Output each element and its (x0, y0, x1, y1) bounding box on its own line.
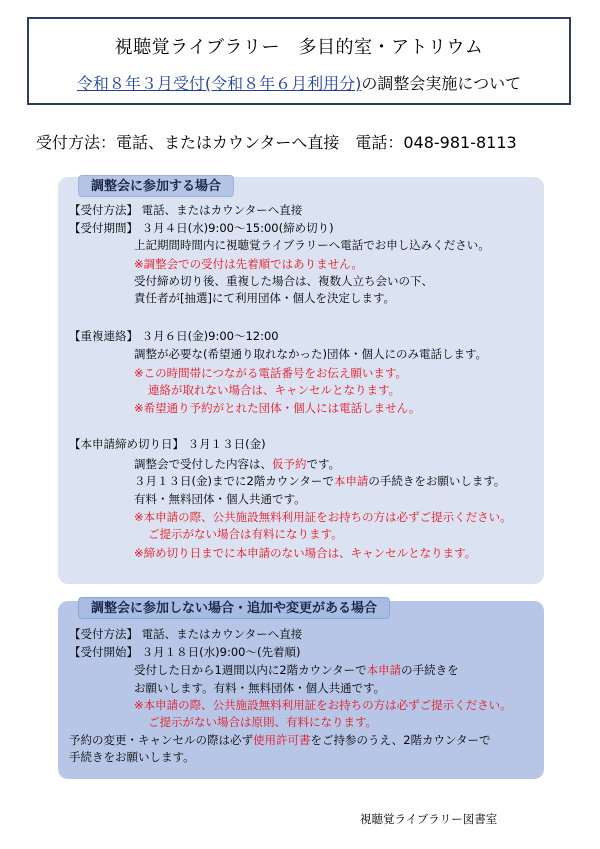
section2-line (148, 714, 377, 730)
line-text: 上記期間時間内に視聴覚ライブラリーへ電話でお申し込みください。 (134, 238, 490, 252)
highlight-text: 本申請 (366, 663, 402, 677)
line-text: をご持参のうえ、2階カウンターで (310, 733, 491, 747)
line-text: 受付した日から1週間以内に2階カウンターで (134, 663, 367, 677)
section1-line (134, 491, 306, 507)
section-participate-tab: 調整会に参加する場合 (78, 175, 234, 197)
line-text: 【本申請締め切り日】 ３月１３日(金) (69, 437, 266, 451)
highlight-text: ご提示がない場合は原則、有料になります。 (148, 715, 378, 729)
section1-line (134, 545, 476, 561)
line-text: 責任者が[抽選]にて利用団体・個人を決定します。 (134, 291, 396, 305)
highlight-text: ※調整会での受付は先着順ではありません。 (134, 257, 363, 271)
section1-line (134, 290, 395, 306)
line-text: ３月１３日(金)までに2階カウンターで (134, 474, 334, 488)
title-box (27, 17, 571, 105)
line-text: 【受付方法】 電話、またはカウンターへ直接 (69, 627, 303, 641)
line-text: 予約の変更・キャンセルの際は必ず (69, 733, 253, 747)
line-text: 【受付開始】 ３月１８日(水)9:00～(先着順) (69, 645, 301, 659)
line-text: 手続きをお願いします。 (69, 750, 195, 764)
line-text: 調整会で受付した内容は、 (134, 457, 272, 471)
reception-info: 受付方法：電話、またはカウンターへ直接 電話：048-981-8113 (36, 133, 517, 152)
line-text: 有料・無料団体・個人共通です。 (134, 492, 306, 506)
section2-line (134, 680, 385, 696)
highlight-text: ※この時間帯につながる電話番号をお伝え願います。 (134, 366, 407, 380)
section1-line (134, 237, 490, 253)
line-text: 受付締め切り後、重複した場合は、複数人立ち会いの下、 (134, 274, 433, 288)
highlight-text: ※本申請の際、公共施設無料利用証をお持ちの方は必ずご提示ください。 (134, 698, 512, 712)
line-text: の手続きを (401, 663, 459, 677)
section1-line (69, 202, 302, 218)
highlight-text: ※本申請の際、公共施設無料利用証をお持ちの方は必ずご提示ください。 (134, 510, 512, 524)
highlight-text: 連絡が取れない場合は、キャンセルとなります。 (148, 383, 401, 397)
highlight-text: 使用許可書 (253, 733, 311, 747)
section1-line (69, 328, 279, 344)
highlight-text: ご提示がない場合は有料になります。 (148, 527, 343, 541)
section2-line (69, 626, 302, 642)
section2-line (134, 662, 459, 678)
section1-line (134, 365, 407, 381)
page-subtitle (29, 71, 569, 94)
section2-line (134, 697, 512, 713)
section1-line (134, 346, 487, 362)
section2-line (69, 732, 491, 748)
section-not-participate-tab: 調整会に参加しない場合・追加や変更がある場合 (78, 597, 390, 619)
subtitle-underlined: 令和８年３月受付(令和８年６月利用分) (76, 74, 362, 93)
highlight-text: 仮予約 (272, 457, 307, 471)
section1-line (69, 436, 266, 452)
highlight-text: 本申請 (333, 474, 369, 488)
line-text: お願いします。有料・無料団体・個人共通です。 (134, 681, 386, 695)
line-text: 【受付期間】 ３月４日(水)9:00～15:00(締め切り) (69, 221, 334, 235)
page-title: 視聴覚ライブラリー 多目的室・アトリウム (114, 37, 484, 58)
line-text: 調整が必要な(希望通り取れなかった)団体・個人にのみ電話します。 (134, 347, 488, 361)
subtitle-rest: の調整会実施について (361, 74, 522, 93)
section1-line (134, 273, 433, 289)
section1-line (134, 256, 363, 272)
line-text: の手続きをお願いします。 (368, 474, 506, 488)
section1-line (134, 400, 420, 416)
section1-line (134, 509, 512, 525)
highlight-text: ※希望通り予約がとれた団体・個人には電話しません。 (134, 401, 421, 415)
footer-signature: 視聴覚ライブラリー図書室 (360, 812, 498, 826)
section1-line (148, 382, 400, 398)
section2-line (69, 644, 300, 660)
section1-line (134, 473, 505, 489)
section1-line (134, 456, 340, 472)
line-text: 【受付方法】 電話、またはカウンターへ直接 (69, 203, 303, 217)
highlight-text: ※締め切り日までに本申請のない場合は、キャンセルとなります。 (134, 546, 477, 560)
section2-line (69, 749, 195, 765)
line-text: 【重複連絡】 ３月６日(金)9:00～12:00 (69, 329, 279, 343)
section1-line (69, 220, 334, 236)
line-text: です。 (306, 457, 341, 471)
section1-line (148, 526, 343, 542)
